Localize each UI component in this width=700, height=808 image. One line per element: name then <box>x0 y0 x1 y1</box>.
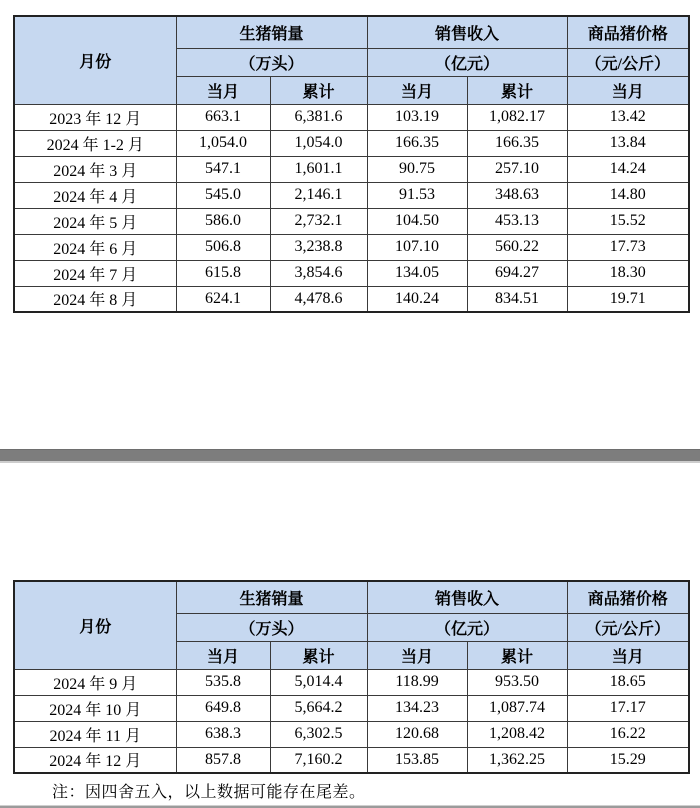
revenue-month-cell: 134.23 <box>367 695 467 721</box>
revenue-cum-cell: 1,087.74 <box>467 695 567 721</box>
revenue-month-cell: 166.35 <box>367 130 467 156</box>
sales-month-cell: 586.0 <box>176 208 270 234</box>
header-price-unit: （元/公斤） <box>567 613 689 641</box>
month-cell: 2024 年 7 月 <box>14 260 176 286</box>
sales-month-cell: 638.3 <box>176 721 270 747</box>
sales-cum-cell: 3,238.8 <box>270 234 367 260</box>
month-cell: 2024 年 4 月 <box>14 182 176 208</box>
table-row <box>14 260 689 286</box>
revenue-month-cell: 140.24 <box>367 286 467 312</box>
header-revenue-unit: （亿元） <box>367 48 567 76</box>
header-revenue: 销售收入 <box>367 581 567 613</box>
revenue-cum-cell: 257.10 <box>467 156 567 182</box>
header-month: 月份 <box>14 16 176 104</box>
sales-cum-cell: 3,854.6 <box>270 260 367 286</box>
header-price-unit: （元/公斤） <box>567 48 689 76</box>
header-revenue-current-month: 当月 <box>367 641 467 669</box>
revenue-cum-cell: 453.13 <box>467 208 567 234</box>
sales-month-cell: 649.8 <box>176 695 270 721</box>
header-sales-current-month: 当月 <box>176 76 270 104</box>
header-sales-cumulative: 累计 <box>270 76 367 104</box>
revenue-month-cell: 90.75 <box>367 156 467 182</box>
revenue-cum-cell: 834.51 <box>467 286 567 312</box>
sales-month-cell: 506.8 <box>176 234 270 260</box>
revenue-month-cell: 118.99 <box>367 669 467 695</box>
sales-month-cell: 663.1 <box>176 104 270 130</box>
sales-cum-cell: 2,146.1 <box>270 182 367 208</box>
sales-cum-cell: 1,601.1 <box>270 156 367 182</box>
price-month-cell: 14.24 <box>567 156 689 182</box>
sales-cum-cell: 6,302.5 <box>270 721 367 747</box>
header-revenue: 销售收入 <box>367 16 567 48</box>
header-sales-current-month: 当月 <box>176 641 270 669</box>
revenue-month-cell: 120.68 <box>367 721 467 747</box>
revenue-cum-cell: 953.50 <box>467 669 567 695</box>
revenue-cum-cell: 166.35 <box>467 130 567 156</box>
table-row <box>14 286 689 312</box>
sales-month-cell: 535.8 <box>176 669 270 695</box>
header-hog-sales-unit: （万头） <box>176 48 367 76</box>
table-row <box>14 182 689 208</box>
revenue-cum-cell: 348.63 <box>467 182 567 208</box>
price-month-cell: 15.52 <box>567 208 689 234</box>
revenue-month-cell: 153.85 <box>367 747 467 773</box>
month-cell: 2024 年 9 月 <box>14 669 176 695</box>
sales-month-cell: 857.8 <box>176 747 270 773</box>
price-month-cell: 15.29 <box>567 747 689 773</box>
header-price-current-month: 当月 <box>567 641 689 669</box>
sales-month-cell: 624.1 <box>176 286 270 312</box>
revenue-month-cell: 104.50 <box>367 208 467 234</box>
price-month-cell: 14.80 <box>567 182 689 208</box>
price-month-cell: 13.42 <box>567 104 689 130</box>
table-row <box>14 721 689 747</box>
revenue-month-cell: 103.19 <box>367 104 467 130</box>
revenue-cum-cell: 1,362.25 <box>467 747 567 773</box>
header-hog-sales: 生猪销量 <box>176 16 367 48</box>
sales-cum-cell: 2,732.1 <box>270 208 367 234</box>
sales-month-cell: 545.0 <box>176 182 270 208</box>
header-hog-sales: 生猪销量 <box>176 581 367 613</box>
revenue-cum-cell: 1,082.17 <box>467 104 567 130</box>
table-row <box>14 234 689 260</box>
sales-month-cell: 1,054.0 <box>176 130 270 156</box>
month-cell: 2024 年 11 月 <box>14 721 176 747</box>
header-sales-cumulative: 累计 <box>270 641 367 669</box>
header-price-current-month: 当月 <box>567 76 689 104</box>
sales-cum-cell: 4,478.6 <box>270 286 367 312</box>
table-row <box>14 130 689 156</box>
footnote: 注：因四舍五入，以上数据可能存在尾差。 <box>52 784 366 801</box>
sales-month-cell: 615.8 <box>176 260 270 286</box>
table-row <box>14 669 689 695</box>
month-cell: 2024 年 5 月 <box>14 208 176 234</box>
price-month-cell: 18.30 <box>567 260 689 286</box>
price-month-cell: 17.17 <box>567 695 689 721</box>
header-revenue-current-month: 当月 <box>367 76 467 104</box>
table-row <box>14 104 689 130</box>
table-row <box>14 156 689 182</box>
header-revenue-unit: （亿元） <box>367 613 567 641</box>
table-row <box>14 695 689 721</box>
sales-cum-cell: 7,160.2 <box>270 747 367 773</box>
sales-cum-cell: 6,381.6 <box>270 104 367 130</box>
price-month-cell: 19.71 <box>567 286 689 312</box>
hog-sales-table-2 <box>13 580 690 774</box>
price-month-cell: 16.22 <box>567 721 689 747</box>
hog-sales-table-1 <box>13 15 690 313</box>
month-cell: 2023 年 12 月 <box>14 104 176 130</box>
sales-cum-cell: 5,664.2 <box>270 695 367 721</box>
month-cell: 2024 年 3 月 <box>14 156 176 182</box>
table-row <box>14 747 689 773</box>
month-cell: 2024 年 6 月 <box>14 234 176 260</box>
sales-month-cell: 547.1 <box>176 156 270 182</box>
price-month-cell: 18.65 <box>567 669 689 695</box>
header-revenue-cumulative: 累计 <box>467 641 567 669</box>
header-hog-sales-unit: （万头） <box>176 613 367 641</box>
header-revenue-cumulative: 累计 <box>467 76 567 104</box>
month-cell: 2024 年 8 月 <box>14 286 176 312</box>
sales-cum-cell: 5,014.4 <box>270 669 367 695</box>
header-month: 月份 <box>14 581 176 669</box>
table-row <box>14 208 689 234</box>
header-price: 商品猪价格 <box>567 581 689 613</box>
revenue-cum-cell: 694.27 <box>467 260 567 286</box>
month-cell: 2024 年 12 月 <box>14 747 176 773</box>
revenue-cum-cell: 1,208.42 <box>467 721 567 747</box>
sales-cum-cell: 1,054.0 <box>270 130 367 156</box>
page-break-divider <box>0 449 700 463</box>
revenue-month-cell: 134.05 <box>367 260 467 286</box>
revenue-month-cell: 91.53 <box>367 182 467 208</box>
revenue-cum-cell: 560.22 <box>467 234 567 260</box>
month-cell: 2024 年 1-2 月 <box>14 130 176 156</box>
price-month-cell: 17.73 <box>567 234 689 260</box>
header-price: 商品猪价格 <box>567 16 689 48</box>
price-month-cell: 13.84 <box>567 130 689 156</box>
revenue-month-cell: 107.10 <box>367 234 467 260</box>
month-cell: 2024 年 10 月 <box>14 695 176 721</box>
